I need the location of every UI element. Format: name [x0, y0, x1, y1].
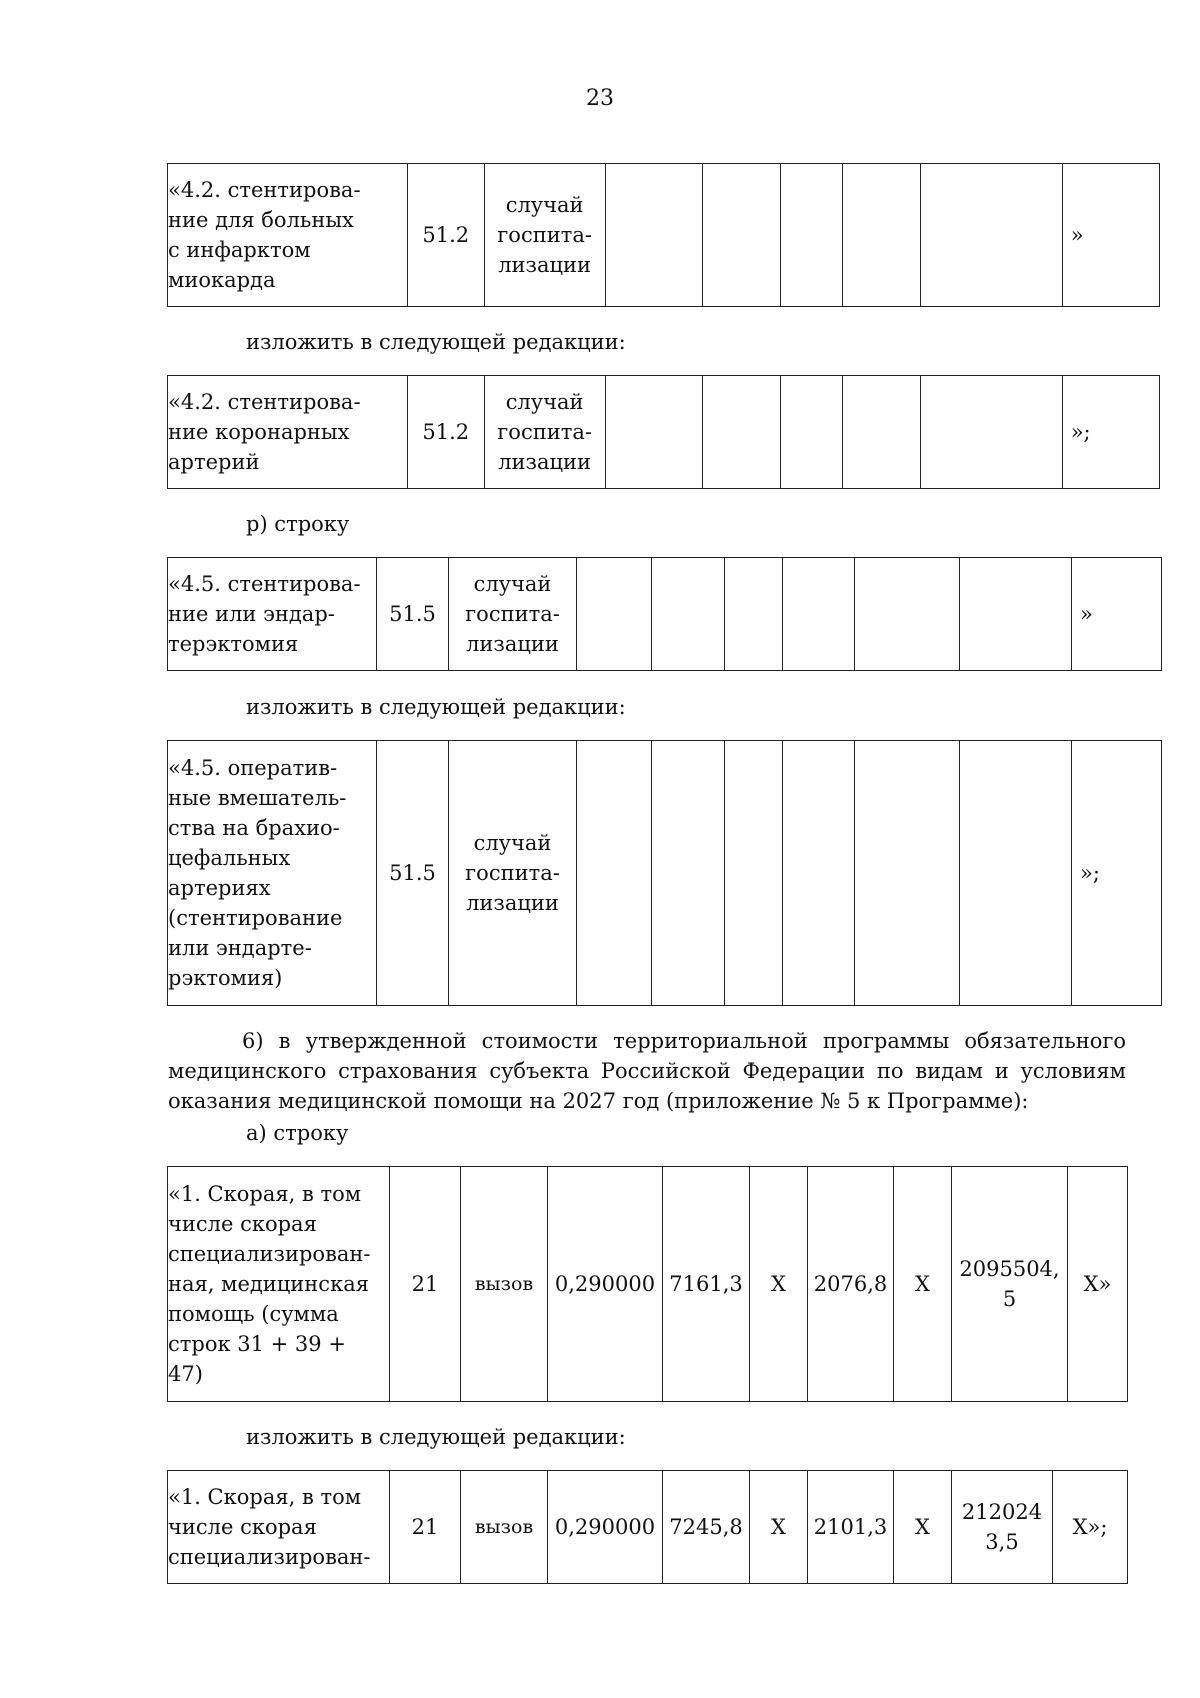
table-ambulance-old — [167, 1166, 1128, 1402]
amendment-paragraph: 6) в утвержденной стоимости территориальной программы обязательного медицинского страхования субъекта Российской Федерации по видам и условиям оказания медицинской помощи на 2027 год (приложение № 5 к Программе): — [168, 1029, 1126, 1113]
row-end-quote: »; — [1062, 376, 1159, 489]
row-per-capita: 2076,8 — [808, 1167, 894, 1402]
row-x: Х — [894, 1167, 952, 1402]
row-name: «1. Скорая, в том числе скорая специализирован- — [168, 1471, 390, 1584]
empty-cell — [652, 558, 725, 671]
row-name: «4.2. стентирова- ние для больных с инфарктом миокарда — [168, 164, 408, 307]
row-code: 51.2 — [407, 376, 484, 489]
row-unit: случай госпита- лизации — [449, 741, 577, 1006]
row-end-x: Х» — [1068, 1167, 1128, 1402]
empty-cell — [605, 164, 702, 307]
empty-cell — [843, 164, 921, 307]
row-x: Х — [750, 1167, 808, 1402]
empty-cell — [921, 164, 1063, 307]
empty-cell — [783, 741, 855, 1006]
row-total: 212024 3,5 — [952, 1471, 1053, 1584]
empty-cell — [652, 741, 725, 1006]
empty-cell — [960, 741, 1072, 1006]
row-end-x: Х»; — [1053, 1471, 1128, 1584]
page-number: 23 — [586, 86, 614, 111]
row-name: «4.5. стентирова- ние или эндар- терэктомия — [168, 558, 377, 671]
row-cost: 7161,3 — [663, 1167, 750, 1402]
row-x: Х — [750, 1471, 808, 1584]
empty-cell — [605, 376, 702, 489]
empty-cell — [843, 376, 921, 489]
instruction-label: а) строку — [246, 1121, 349, 1145]
row-end-quote: » — [1062, 164, 1159, 307]
table-brachiocephalic-new — [167, 740, 1162, 1006]
row-volume: 0,290000 — [548, 1167, 663, 1402]
row-end-quote: »; — [1072, 741, 1162, 1006]
empty-cell — [855, 558, 960, 671]
empty-cell — [702, 376, 780, 489]
empty-cell — [725, 741, 783, 1006]
row-number: 21 — [390, 1471, 461, 1584]
row-unit: случай госпита- лизации — [449, 558, 577, 671]
empty-cell — [577, 741, 652, 1006]
empty-cell — [780, 376, 843, 489]
instruction-label: изложить в следующей редакции: — [246, 695, 626, 719]
row-name: «4.5. оператив- ные вмешатель- ства на брахио- цефальных артериях (стентирование или эндарте- рэктомия) — [168, 741, 377, 1006]
row-code: 51.5 — [377, 558, 449, 671]
row-unit: случай госпита- лизации — [484, 376, 605, 489]
empty-cell — [725, 558, 783, 671]
row-volume: 0,290000 — [548, 1471, 663, 1584]
table-stenting-mi-old — [167, 163, 1160, 307]
table-stenting-endarterectomy-old — [167, 557, 1162, 671]
row-per-capita: 2101,3 — [808, 1471, 894, 1584]
empty-cell — [780, 164, 843, 307]
row-unit: вызов — [461, 1471, 548, 1584]
empty-cell — [921, 376, 1063, 489]
row-unit: случай госпита- лизации — [484, 164, 605, 307]
row-code: 51.2 — [407, 164, 484, 307]
empty-cell — [855, 741, 960, 1006]
row-cost: 7245,8 — [663, 1471, 750, 1584]
empty-cell — [702, 164, 780, 307]
instruction-label: р) строку — [246, 512, 350, 536]
row-x: Х — [894, 1471, 952, 1584]
row-number: 21 — [390, 1167, 461, 1402]
row-code: 51.5 — [377, 741, 449, 1006]
table-stenting-coronary-new — [167, 375, 1160, 489]
empty-cell — [783, 558, 855, 671]
row-unit: вызов — [461, 1167, 548, 1402]
table-ambulance-new — [167, 1470, 1128, 1584]
empty-cell — [960, 558, 1072, 671]
row-name: «1. Скорая, в том числе скорая специализирован- ная, медицинская помощь (сумма строк 31 + 39 + 47) — [168, 1167, 390, 1402]
row-total: 2095504, 5 — [952, 1167, 1068, 1402]
instruction-label: изложить в следующей редакции: — [246, 1425, 626, 1449]
row-name: «4.2. стентирова- ние коронарных артерий — [168, 376, 408, 489]
row-end-quote: » — [1072, 558, 1162, 671]
instruction-label: изложить в следующей редакции: — [246, 330, 626, 354]
empty-cell — [577, 558, 652, 671]
